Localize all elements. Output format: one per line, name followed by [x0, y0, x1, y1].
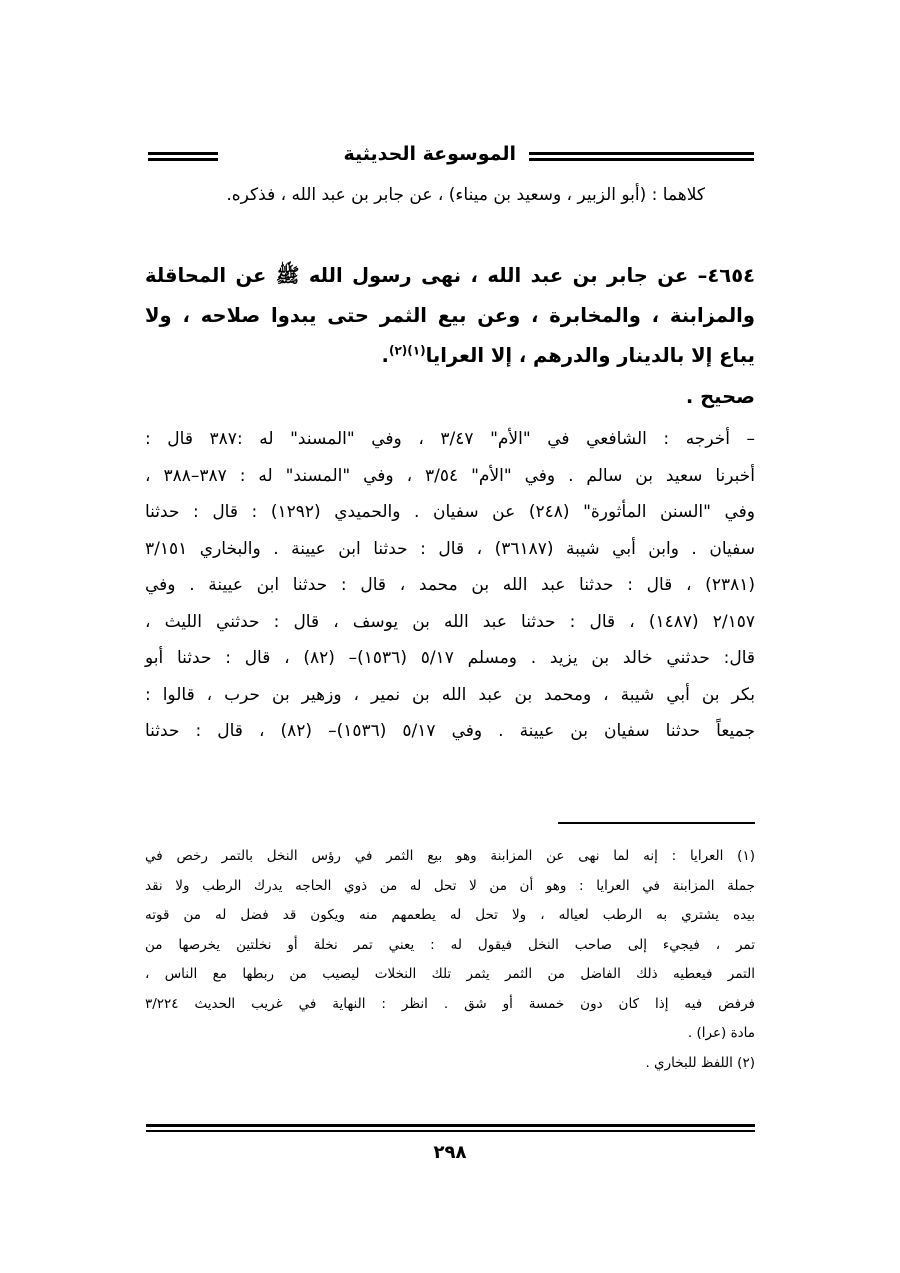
footer-rule-lower — [146, 1130, 755, 1132]
chain-summary-line: كلاهما : (أبو الزبير ، وسعيد بن ميناء) ، عن جابر بن عبد الله ، فذكره. — [226, 185, 705, 205]
page-number: ٢٩٨ — [433, 1142, 467, 1163]
takhrij-line: وفي "السنن المأثورة" (٢٤٨) عن سفيان . والحميدي (١٢٩٢) : قال : حدثنا — [145, 502, 756, 522]
hadith-line-3-text: يباع إلا بالدينار والدرهم ، إلا العرايا — [425, 344, 755, 367]
takhrij-line: ٢/١٥٧ (١٤٨٧) ، قال : حدثنا عبد الله بن يوسف ، قال : حدثني الليث ، — [145, 611, 755, 632]
running-header — [148, 140, 754, 168]
footnote-line: جملة المزابنة في العرايا : وهو أن من لا تحل له من ذوي الحاجه يدرك الرطب ولا نقد — [145, 877, 755, 894]
footnotes — [145, 842, 755, 1078]
hadith-text — [145, 256, 755, 376]
footnote-line: بيده يشتري به الرطب لعياله ، ولا تحل له يطعمهم منه ويكون قد فضل له من قوته — [145, 907, 755, 923]
takhrij-line: جميعاً حدثنا سفيان بن عيينة . وفي ٥/١٧ (١٥٣٦)– (٨٢) ، قال : حدثنا — [145, 721, 756, 741]
takhrij-line: قال: حدثني خالد بن يزيد . ومسلم ٥/١٧ (١٥٣٦)– (٨٢) ، قال : حدثنا أبو — [145, 648, 756, 668]
hadith-line-1: ٤٦٥٤– عن جابر بن عبد الله ، نهى رسول الله ﷺ عن المحاقلة — [145, 264, 755, 287]
takhrij-line: أخبرنا سعيد بن سالم . وفي "الأم" ٣/٥٤ ، وفي "المسند" له : ٣٨٧–٣٨٨ ، — [145, 465, 756, 486]
footnote-line: (٢) اللفظ للبخاري . — [645, 1054, 755, 1071]
hadith-line-3 — [145, 336, 755, 376]
takhrij-line: (٢٣٨١) ، قال : حدثنا عبد الله بن محمد ، قال : حدثنا ابن عيينة . وفي — [145, 575, 755, 595]
takhrij-line: سفيان . وابن أبي شيبة (٣٦١٨٧) ، قال : حدثنا ابن عيينة . والبخاري ٣/١٥١ — [145, 538, 755, 559]
footnote-separator — [558, 822, 755, 824]
header-rule-left-lower — [148, 158, 218, 161]
hadith-line-2: والمزابنة ، والمخابرة ، وعن بيع الثمر حتى يبدوا صلاحه ، ولا — [145, 304, 755, 327]
hadith-grade: صحيح . — [685, 385, 755, 408]
footnote-line: فرفض فيه إذا كان دون خمسة أو شق . انظر : النهاية في غريب الحديث ٣/٢٢٤ — [145, 995, 755, 1012]
header-title: الموسوعة الحديثية — [343, 143, 516, 165]
takhrij-line: – أخرجه : الشافعي في "الأم" ٣/٤٧ ، وفي "المسند" له :٣٨٧ قال : — [145, 429, 756, 449]
hadith-line-3-end: . — [381, 344, 389, 367]
takhrij-line: بكر بن أبي شيبة ، ومحمد بن عبد الله بن نمير ، وزهير بن حرب ، قالوا : — [145, 684, 755, 705]
footnote-line: تمر ، فيجيء إلى صاحب النخل فيقول له : يعني تمر نخلة أو نخلتين يخرصها من — [145, 936, 755, 953]
footnote-refs: (١)(٢) — [388, 343, 426, 358]
footnote-line: التمر فيعطيه ذلك الفاضل من الثمر يثمر تلك النخلات ليصيب من ربطها مع الناس ، — [145, 966, 755, 982]
footnote-line: مادة (عرا) . — [687, 1025, 755, 1041]
header-rule-left — [148, 152, 218, 155]
footnote-line: (١) العرايا : إنه لما نهى عن المزابنة وهو بيع الثمر في رؤس النخل بالتمر رخص في — [145, 848, 755, 864]
header-rule-right — [529, 152, 754, 155]
footer-rule — [146, 1124, 755, 1127]
header-rule-right-lower — [529, 158, 754, 161]
takhrij-paragraph — [145, 421, 755, 750]
